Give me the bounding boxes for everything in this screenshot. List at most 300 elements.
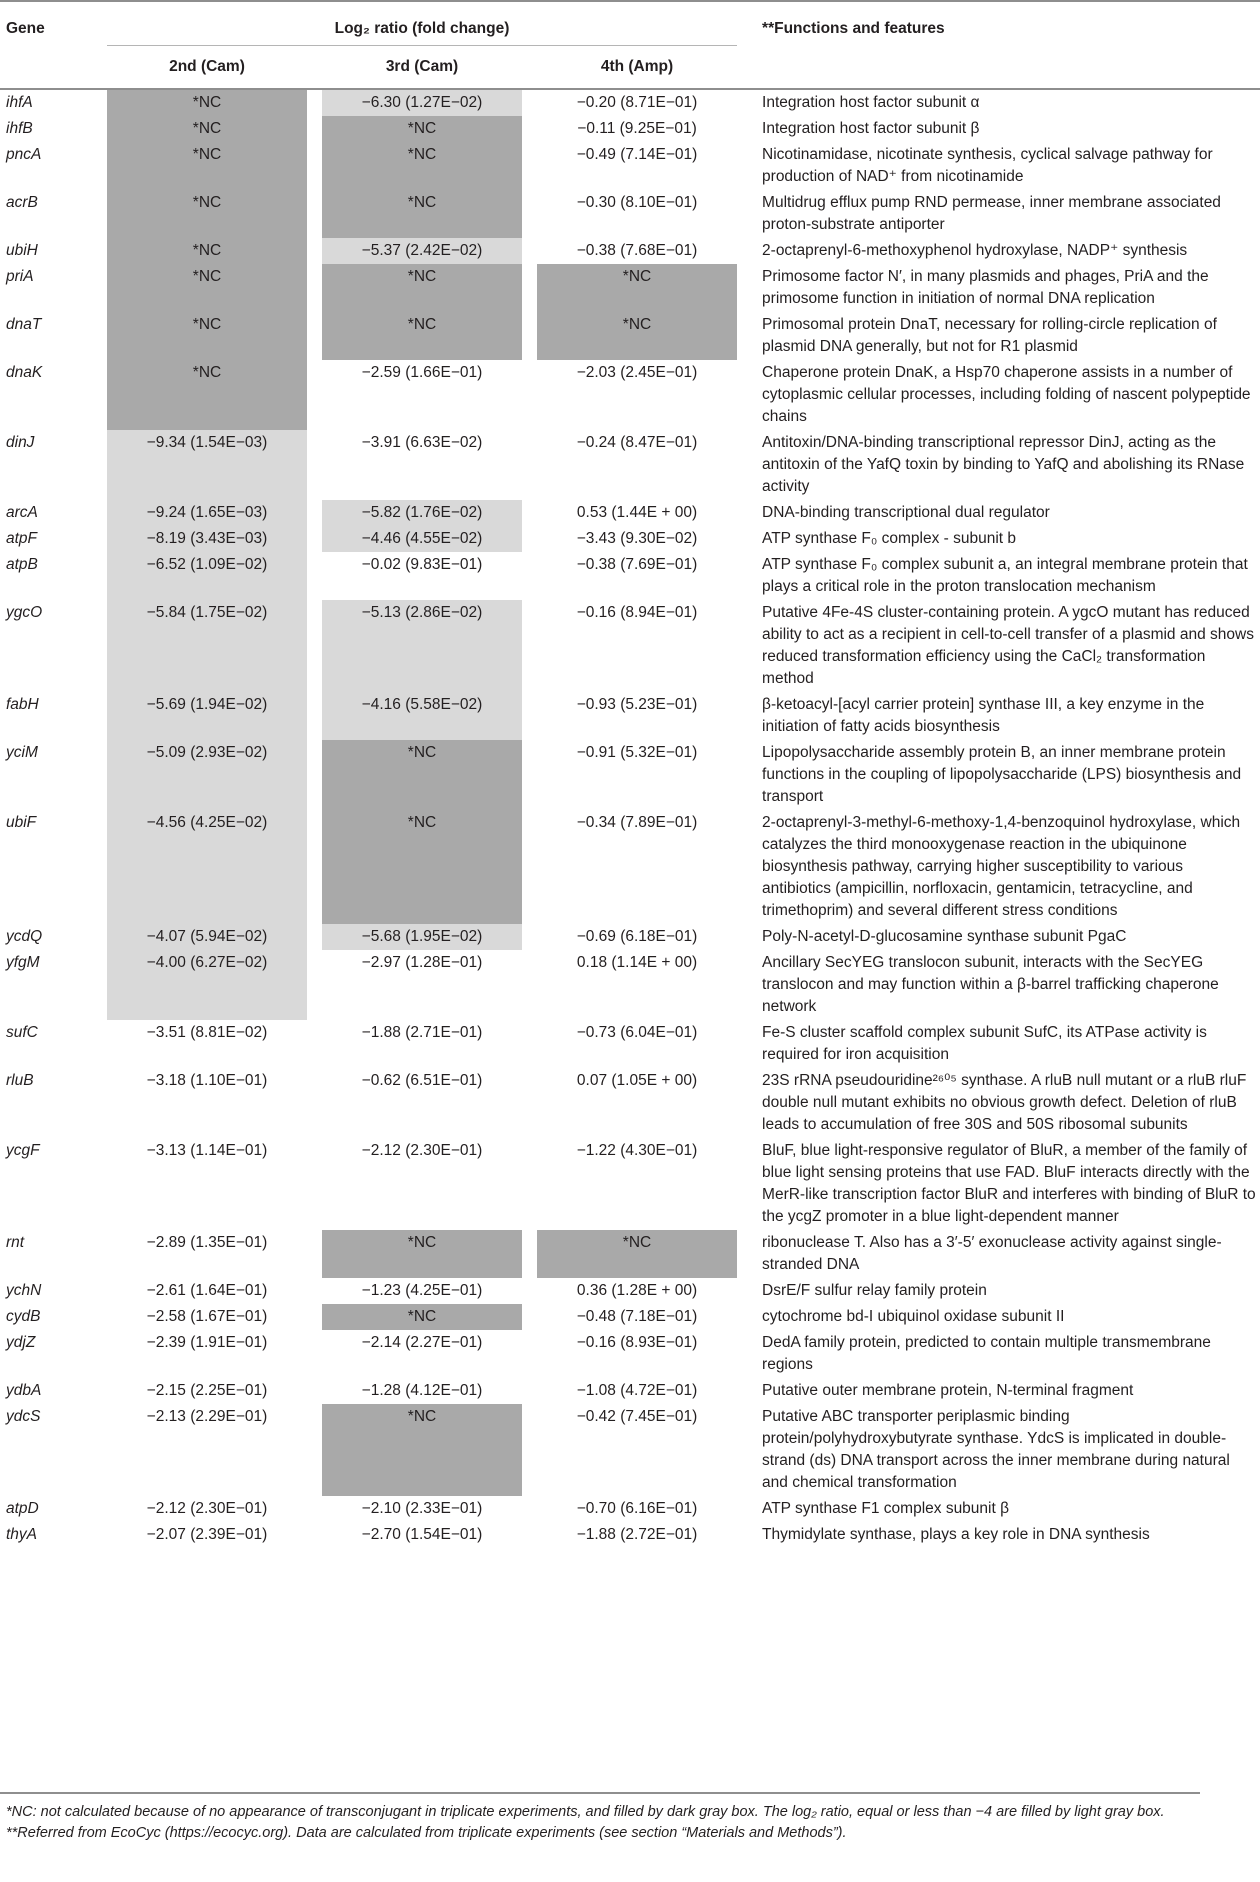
gap-cell bbox=[307, 1138, 322, 1230]
gene-cell: atpB bbox=[6, 556, 38, 573]
gene-cell: ycdQ bbox=[6, 928, 43, 945]
function-cell: BluF, blue light-responsive regulator of BluR, a member of the family of blue light sensing proteins that use FAD. BluF interacts directly with the MerR-like transcription factor BluR and interferes with binding of BluR to the ycgZ promoter in a blue light-dependent manner bbox=[762, 1142, 1256, 1225]
col-header-3rd: 3rd (Cam) bbox=[385, 58, 459, 75]
value-2nd-cell: *NC bbox=[107, 238, 307, 264]
value-3rd-cell: −1.23 (4.25E−01) bbox=[361, 1282, 483, 1299]
gap-cell bbox=[307, 740, 322, 810]
function-cell: Primosomal protein DnaT, necessary for rolling-circle replication of plasmid DNA generally, but not for R1 plasmid bbox=[762, 316, 1217, 355]
function-cell: Chaperone protein DnaK, a Hsp70 chaperone assists in a number of cytoplasmic cellular processes, including folding of nascent polypeptide chains bbox=[762, 364, 1251, 425]
value-3rd-cell: *NC bbox=[322, 142, 522, 190]
gap-cell bbox=[92, 1496, 107, 1522]
gap-cell bbox=[737, 360, 752, 430]
value-2nd-cell: −8.19 (3.43E−03) bbox=[107, 526, 307, 552]
value-3rd-cell: −2.14 (2.27E−01) bbox=[361, 1334, 483, 1351]
table-row bbox=[0, 142, 1260, 190]
gene-cell: pncA bbox=[6, 146, 42, 163]
gap-cell bbox=[737, 1378, 752, 1404]
gap-cell bbox=[737, 1020, 752, 1068]
table-row bbox=[0, 116, 1260, 142]
gene-cell: ydcS bbox=[6, 1408, 41, 1425]
value-2nd-cell: −9.24 (1.65E−03) bbox=[107, 500, 307, 526]
gap-cell bbox=[522, 1138, 537, 1230]
function-cell: Putative 4Fe-4S cluster-containing protein. A ygcO mutant has reduced ability to act as a recipient in cell-to-cell transfer of a plasmid and shows reduced transformation efficiency using the CaCl₂ transformation method bbox=[762, 604, 1254, 687]
gap-cell bbox=[92, 360, 107, 430]
table-row bbox=[0, 924, 1260, 950]
gap-cell bbox=[522, 360, 537, 430]
value-3rd-cell: −2.59 (1.66E−01) bbox=[361, 364, 483, 381]
gap-cell bbox=[92, 600, 107, 692]
function-cell: 2-octaprenyl-6-methoxyphenol hydroxylase, NADP⁺ synthesis bbox=[762, 242, 1188, 259]
gap-cell bbox=[522, 116, 537, 142]
value-2nd-cell: −9.34 (1.54E−03) bbox=[107, 430, 307, 500]
gene-cell: dnaK bbox=[6, 364, 43, 381]
gap-cell bbox=[737, 312, 752, 360]
gap-cell bbox=[737, 90, 752, 116]
gap-cell bbox=[522, 740, 537, 810]
gap-cell bbox=[737, 190, 752, 238]
gene-cell: ihfA bbox=[6, 94, 33, 111]
gap-cell bbox=[522, 500, 537, 526]
value-4th-cell: −0.70 (6.16E−01) bbox=[576, 1500, 698, 1517]
value-2nd-cell: −2.13 (2.29E−01) bbox=[146, 1408, 268, 1425]
function-cell: Putative outer membrane protein, N-terminal fragment bbox=[762, 1382, 1134, 1399]
table-row bbox=[0, 264, 1260, 312]
function-cell: DsrE/F sulfur relay family protein bbox=[762, 1282, 987, 1299]
gap-cell bbox=[307, 264, 322, 312]
value-2nd-cell: *NC bbox=[107, 264, 307, 312]
table-row bbox=[0, 500, 1260, 526]
table-row bbox=[0, 1404, 1260, 1496]
function-cell: Ancillary SecYEG translocon subunit, interacts with the SecYEG translocon and may function within a β-barrel trafficking chaperone network bbox=[762, 954, 1219, 1015]
value-3rd-cell: −4.16 (5.58E−02) bbox=[322, 692, 522, 740]
gap-cell bbox=[92, 1522, 107, 1548]
gap-cell bbox=[307, 430, 322, 500]
gene-cell: thyA bbox=[6, 1526, 38, 1543]
gene-cell: ubiH bbox=[6, 242, 38, 259]
log-ratio-header bbox=[107, 1, 737, 44]
gene-cell: atpD bbox=[6, 1500, 39, 1517]
value-3rd-cell: *NC bbox=[322, 1304, 522, 1330]
value-4th-cell: −0.20 (8.71E−01) bbox=[576, 94, 698, 111]
function-cell: DNA-binding transcriptional dual regulator bbox=[762, 504, 1050, 521]
value-2nd-cell: −3.13 (1.14E−01) bbox=[146, 1142, 268, 1159]
gap-cell bbox=[307, 526, 322, 552]
gap-cell bbox=[307, 1230, 322, 1278]
function-cell: Antitoxin/DNA-binding transcriptional repressor DinJ, acting as the antitoxin of the YafQ toxin by binding to YafQ and abolishing its RNase activity bbox=[762, 434, 1245, 495]
log-ratio-header-label: Log₂ ratio (fold change) bbox=[334, 20, 510, 37]
table-row bbox=[0, 526, 1260, 552]
gene-cell: dnaT bbox=[6, 316, 42, 333]
table-row bbox=[0, 430, 1260, 500]
value-3rd-cell: *NC bbox=[322, 1404, 522, 1496]
gap-cell bbox=[522, 190, 537, 238]
gap-cell bbox=[522, 600, 537, 692]
gap-cell bbox=[737, 142, 752, 190]
value-4th-cell: 0.18 (1.14E + 00) bbox=[576, 954, 698, 971]
value-3rd-cell: *NC bbox=[322, 740, 522, 810]
value-3rd-cell: *NC bbox=[322, 312, 522, 360]
table-row bbox=[0, 600, 1260, 692]
table-row bbox=[0, 950, 1260, 1020]
gap-cell bbox=[737, 552, 752, 600]
gap-cell bbox=[522, 1404, 537, 1496]
value-3rd-cell: −1.28 (4.12E−01) bbox=[361, 1382, 483, 1399]
value-2nd-cell: −5.84 (1.75E−02) bbox=[107, 600, 307, 692]
gap-cell bbox=[92, 552, 107, 600]
gap-cell bbox=[92, 1278, 107, 1304]
gap-cell bbox=[737, 1522, 752, 1548]
value-2nd-cell: −4.00 (6.27E−02) bbox=[107, 950, 307, 1020]
table-row bbox=[0, 1138, 1260, 1230]
value-4th-cell: −2.03 (2.45E−01) bbox=[576, 364, 698, 381]
value-2nd-cell: −5.09 (2.93E−02) bbox=[107, 740, 307, 810]
value-4th-cell: −0.16 (8.93E−01) bbox=[576, 1334, 698, 1351]
gap-cell bbox=[737, 526, 752, 552]
gene-cell: ihfB bbox=[6, 120, 33, 137]
gap-cell bbox=[737, 950, 752, 1020]
table-row bbox=[0, 1068, 1260, 1138]
gene-cell: priA bbox=[6, 268, 34, 285]
gap-cell bbox=[307, 1496, 322, 1522]
gap-cell bbox=[92, 500, 107, 526]
gap-cell bbox=[307, 1378, 322, 1404]
function-cell: Poly-N-acetyl-D-glucosamine synthase subunit PgaC bbox=[762, 928, 1127, 945]
table-row bbox=[0, 90, 1260, 116]
value-4th-cell: −0.30 (8.10E−01) bbox=[576, 194, 698, 211]
gene-column-header: Gene bbox=[0, 1, 92, 44]
value-4th-cell: −0.16 (8.94E−01) bbox=[576, 604, 698, 621]
function-cell: Primosome factor N′, in many plasmids and phages, PriA and the primosome function in initiation of normal DNA replication bbox=[762, 268, 1209, 307]
gene-cell: ychN bbox=[6, 1282, 42, 1299]
function-cell: Lipopolysaccharide assembly protein B, an inner membrane protein functions in the coupling of lipopolysaccharide (LPS) biosynthesis and transport bbox=[762, 744, 1242, 805]
gap-cell bbox=[92, 142, 107, 190]
value-2nd-cell: −2.58 (1.67E−01) bbox=[146, 1308, 268, 1325]
table-row bbox=[0, 1278, 1260, 1304]
gap-cell bbox=[307, 692, 322, 740]
gap-cell bbox=[522, 1330, 537, 1378]
functions-column-header: **Functions and features bbox=[752, 1, 1260, 44]
function-cell: ATP synthase F₀ complex - subunit b bbox=[762, 530, 1017, 547]
value-4th-cell: −1.22 (4.30E−01) bbox=[576, 1142, 698, 1159]
col-header-2nd: 2nd (Cam) bbox=[169, 58, 245, 75]
gap-cell bbox=[307, 142, 322, 190]
value-4th-cell: −0.73 (6.04E−01) bbox=[576, 1024, 698, 1041]
value-2nd-cell: *NC bbox=[107, 90, 307, 116]
gap-cell bbox=[737, 238, 752, 264]
gap-cell bbox=[92, 950, 107, 1020]
gene-cell: acrB bbox=[6, 194, 38, 211]
gap-cell bbox=[737, 1138, 752, 1230]
gap-cell bbox=[522, 430, 537, 500]
table-row bbox=[0, 1522, 1260, 1548]
value-3rd-cell: −0.62 (6.51E−01) bbox=[361, 1072, 483, 1089]
value-3rd-cell: *NC bbox=[322, 190, 522, 238]
gap-cell bbox=[307, 500, 322, 526]
gap-cell bbox=[737, 264, 752, 312]
gap-cell bbox=[737, 810, 752, 924]
table-row bbox=[0, 810, 1260, 924]
table-row bbox=[0, 1496, 1260, 1522]
function-cell: Fe-S cluster scaffold complex subunit SufC, its ATPase activity is required for iron acquisition bbox=[762, 1024, 1207, 1063]
value-4th-cell: −0.11 (9.25E−01) bbox=[577, 120, 697, 137]
value-4th-cell: −0.48 (7.18E−01) bbox=[576, 1308, 698, 1325]
gap-cell bbox=[522, 1304, 537, 1330]
gap-cell bbox=[307, 1522, 322, 1548]
function-cell: Integration host factor subunit β bbox=[762, 120, 980, 137]
value-3rd-cell: *NC bbox=[322, 116, 522, 142]
value-2nd-cell: −2.12 (2.30E−01) bbox=[146, 1500, 268, 1517]
value-4th-cell: −0.38 (7.68E−01) bbox=[576, 242, 698, 259]
value-3rd-cell: −3.91 (6.63E−02) bbox=[361, 434, 483, 451]
table-row bbox=[0, 360, 1260, 430]
gap-cell bbox=[307, 1404, 322, 1496]
gap-cell bbox=[92, 116, 107, 142]
table-body bbox=[0, 90, 1260, 1548]
col-header-4th: 4th (Amp) bbox=[600, 58, 674, 75]
gene-cell: ycgF bbox=[6, 1142, 40, 1159]
value-2nd-cell: −4.07 (5.94E−02) bbox=[107, 924, 307, 950]
gap-cell bbox=[92, 1068, 107, 1138]
value-4th-cell: 0.36 (1.28E + 00) bbox=[576, 1282, 698, 1299]
gap-cell bbox=[737, 1278, 752, 1304]
gap-cell bbox=[92, 312, 107, 360]
gap-cell bbox=[522, 526, 537, 552]
gap-cell bbox=[92, 1020, 107, 1068]
value-2nd-cell: −2.07 (2.39E−01) bbox=[146, 1526, 268, 1543]
value-4th-cell: −3.43 (9.30E−02) bbox=[576, 530, 698, 547]
value-3rd-cell: −2.97 (1.28E−01) bbox=[361, 954, 483, 971]
gap-cell bbox=[737, 1404, 752, 1496]
value-3rd-cell: −4.46 (4.55E−02) bbox=[322, 526, 522, 552]
table-row bbox=[0, 1020, 1260, 1068]
gap-cell bbox=[522, 142, 537, 190]
gap-cell bbox=[307, 810, 322, 924]
gap-cell bbox=[307, 238, 322, 264]
value-3rd-cell: *NC bbox=[322, 264, 522, 312]
gap-cell bbox=[307, 950, 322, 1020]
gap-cell bbox=[737, 924, 752, 950]
function-cell: Thymidylate synthase, plays a key role in DNA synthesis bbox=[762, 1526, 1150, 1543]
gap-cell bbox=[522, 1278, 537, 1304]
gap-cell bbox=[307, 90, 322, 116]
gap-cell bbox=[522, 810, 537, 924]
gap-cell bbox=[737, 500, 752, 526]
gene-cell: fabH bbox=[6, 696, 39, 713]
table-row bbox=[0, 1378, 1260, 1404]
value-3rd-cell: −2.10 (2.33E−01) bbox=[361, 1500, 483, 1517]
value-4th-cell: −0.91 (5.32E−01) bbox=[576, 744, 698, 761]
gap-cell bbox=[522, 1378, 537, 1404]
gap-cell bbox=[522, 264, 537, 312]
gap-cell bbox=[92, 90, 107, 116]
gap-cell bbox=[307, 1304, 322, 1330]
gap-cell bbox=[92, 264, 107, 312]
value-2nd-cell: −2.15 (2.25E−01) bbox=[146, 1382, 268, 1399]
gap-cell bbox=[92, 1138, 107, 1230]
table-row bbox=[0, 552, 1260, 600]
gene-cell: ygcO bbox=[6, 604, 43, 621]
gap-cell bbox=[307, 924, 322, 950]
value-2nd-cell: −3.51 (8.81E−02) bbox=[146, 1024, 268, 1041]
gap-cell bbox=[307, 600, 322, 692]
gap-cell bbox=[522, 90, 537, 116]
value-3rd-cell: −5.13 (2.86E−02) bbox=[322, 600, 522, 692]
function-cell: ATP synthase F₀ complex subunit a, an integral membrane protein that plays a critical role in the proton translocation mechanism bbox=[762, 556, 1248, 595]
gene-cell: yfgM bbox=[6, 954, 40, 971]
gap-cell bbox=[737, 116, 752, 142]
value-3rd-cell: −5.37 (2.42E−02) bbox=[322, 238, 522, 264]
gap-cell bbox=[92, 1404, 107, 1496]
gap-cell bbox=[737, 600, 752, 692]
gap-cell bbox=[307, 360, 322, 430]
header-row-1 bbox=[0, 1, 1260, 44]
gap-cell bbox=[307, 312, 322, 360]
function-cell: DedA family protein, predicted to contain multiple transmembrane regions bbox=[762, 1334, 1211, 1373]
table-row bbox=[0, 312, 1260, 360]
value-4th-cell: −0.49 (7.14E−01) bbox=[576, 146, 698, 163]
value-3rd-cell: −2.70 (1.54E−01) bbox=[361, 1526, 483, 1543]
function-cell: ATP synthase F1 complex subunit β bbox=[762, 1500, 1010, 1517]
value-3rd-cell: −0.02 (9.83E−01) bbox=[361, 556, 483, 573]
gap-cell bbox=[737, 430, 752, 500]
table-row bbox=[0, 1230, 1260, 1278]
value-4th-cell: −0.93 (5.23E−01) bbox=[576, 696, 698, 713]
value-3rd-cell: −5.82 (1.76E−02) bbox=[322, 500, 522, 526]
value-3rd-cell: *NC bbox=[322, 810, 522, 924]
gap-cell bbox=[307, 1330, 322, 1378]
gap-cell bbox=[92, 810, 107, 924]
value-4th-cell: −0.69 (6.18E−01) bbox=[576, 928, 698, 945]
function-cell: 23S rRNA pseudouridine²⁶⁰⁵ synthase. A rluB null mutant or a rluB rluF double null mutant exhibits no obvious growth defect. Deletion of rluB leads to accumulation of free 30S and 50S ribosomal subunits bbox=[762, 1072, 1247, 1133]
gap-cell bbox=[522, 238, 537, 264]
gap-cell bbox=[737, 1230, 752, 1278]
function-cell: Nicotinamidase, nicotinate synthesis, cyclical salvage pathway for production of NAD⁺ from nicotinamide bbox=[762, 146, 1213, 185]
table-row bbox=[0, 1304, 1260, 1330]
value-4th-cell: *NC bbox=[537, 1230, 737, 1278]
gap-cell bbox=[92, 190, 107, 238]
table-footnote: *NC: not calculated because of no appearance of transconjugant in triplicate experiments, and filled by dark gray box. The log₂ ratio, equal or less than −4 are filled by light gray box. **Referred from EcoCyc (https://ecocyc.org). Data are calculated from triplicate experiments (see section “Materials and Methods”). bbox=[0, 1792, 1200, 1844]
gap-cell bbox=[522, 692, 537, 740]
value-4th-cell: −1.88 (2.72E−01) bbox=[576, 1526, 698, 1543]
value-4th-cell: −0.24 (8.47E−01) bbox=[576, 434, 698, 451]
header-row-2 bbox=[0, 46, 1260, 89]
value-3rd-cell: *NC bbox=[322, 1230, 522, 1278]
value-2nd-cell: −5.69 (1.94E−02) bbox=[107, 692, 307, 740]
table-row bbox=[0, 692, 1260, 740]
value-2nd-cell: −6.52 (1.09E−02) bbox=[107, 552, 307, 600]
function-cell: Multidrug efflux pump RND permease, inner membrane associated proton-substrate antiporter bbox=[762, 194, 1221, 233]
gap-cell bbox=[92, 1330, 107, 1378]
value-2nd-cell: *NC bbox=[107, 312, 307, 360]
table-row bbox=[0, 190, 1260, 238]
value-4th-cell: −1.08 (4.72E−01) bbox=[576, 1382, 698, 1399]
gap-cell bbox=[307, 1068, 322, 1138]
gap-cell bbox=[92, 430, 107, 500]
value-2nd-cell: −2.61 (1.64E−01) bbox=[146, 1282, 268, 1299]
gap-cell bbox=[522, 1230, 537, 1278]
gap-cell bbox=[737, 1068, 752, 1138]
gap-cell bbox=[737, 1304, 752, 1330]
function-cell: Putative ABC transporter periplasmic binding protein/polyhydroxybutyrate synthase. YdcS is implicated in double-strand (ds) DNA transport across the inner membrane during natural and chemical transformation bbox=[762, 1408, 1230, 1491]
gap-cell bbox=[737, 740, 752, 810]
function-cell: ribonuclease T. Also has a 3′-5′ exonuclease activity against single-stranded DNA bbox=[762, 1234, 1222, 1273]
function-cell: Integration host factor subunit α bbox=[762, 94, 980, 111]
gap-cell bbox=[92, 1378, 107, 1404]
gap-cell bbox=[522, 1496, 537, 1522]
table-row bbox=[0, 238, 1260, 264]
gap-cell bbox=[522, 1020, 537, 1068]
gap-cell bbox=[92, 526, 107, 552]
gene-cell: cydB bbox=[6, 1308, 41, 1325]
gap-cell bbox=[522, 924, 537, 950]
value-2nd-cell: −4.56 (4.25E−02) bbox=[107, 810, 307, 924]
gene-cell: rnt bbox=[6, 1234, 25, 1251]
gap-cell bbox=[92, 1304, 107, 1330]
function-cell: cytochrome bd-I ubiquinol oxidase subunit II bbox=[762, 1308, 1065, 1325]
value-2nd-cell: *NC bbox=[107, 190, 307, 238]
gap-cell bbox=[737, 692, 752, 740]
value-2nd-cell: −3.18 (1.10E−01) bbox=[146, 1072, 268, 1089]
value-3rd-cell: −5.68 (1.95E−02) bbox=[322, 924, 522, 950]
gene-cell: dinJ bbox=[6, 434, 35, 451]
value-2nd-cell: *NC bbox=[107, 142, 307, 190]
value-3rd-cell: −2.12 (2.30E−01) bbox=[361, 1142, 483, 1159]
gap-cell bbox=[737, 1496, 752, 1522]
gene-cell: sufC bbox=[6, 1024, 38, 1041]
table-row bbox=[0, 740, 1260, 810]
value-2nd-cell: −2.89 (1.35E−01) bbox=[146, 1234, 268, 1251]
value-4th-cell: *NC bbox=[537, 264, 737, 312]
value-2nd-cell: −2.39 (1.91E−01) bbox=[146, 1334, 268, 1351]
gap-cell bbox=[307, 1020, 322, 1068]
value-2nd-cell: *NC bbox=[107, 116, 307, 142]
value-4th-cell: 0.53 (1.44E + 00) bbox=[576, 504, 698, 521]
function-cell: β-ketoacyl-[acyl carrier protein] synthase III, a key enzyme in the initiation of fatty acids biosynthesis bbox=[762, 696, 1205, 735]
table-row bbox=[0, 1330, 1260, 1378]
value-4th-cell: −0.34 (7.89E−01) bbox=[576, 814, 698, 831]
value-4th-cell: *NC bbox=[537, 312, 737, 360]
value-4th-cell: −0.42 (7.45E−01) bbox=[576, 1408, 698, 1425]
gap-cell bbox=[307, 116, 322, 142]
gap-cell bbox=[92, 238, 107, 264]
value-3rd-cell: −6.30 (1.27E−02) bbox=[322, 90, 522, 116]
gap-cell bbox=[522, 312, 537, 360]
value-4th-cell: 0.07 (1.05E + 00) bbox=[576, 1072, 698, 1089]
gap-cell bbox=[92, 740, 107, 810]
gap-cell bbox=[307, 552, 322, 600]
gap-cell bbox=[307, 1278, 322, 1304]
gap-cell bbox=[92, 1230, 107, 1278]
gene-cell: yciM bbox=[6, 744, 38, 761]
value-4th-cell: −0.38 (7.69E−01) bbox=[576, 556, 698, 573]
gap-cell bbox=[737, 1330, 752, 1378]
gap-cell bbox=[307, 190, 322, 238]
value-2nd-cell: *NC bbox=[107, 360, 307, 430]
gene-cell: rluB bbox=[6, 1072, 34, 1089]
gap-cell bbox=[92, 924, 107, 950]
gap-cell bbox=[522, 1068, 537, 1138]
gene-cell: arcA bbox=[6, 504, 38, 521]
gene-cell: ubiF bbox=[6, 814, 37, 831]
value-3rd-cell: −1.88 (2.71E−01) bbox=[361, 1024, 483, 1041]
gap-cell bbox=[522, 552, 537, 600]
gap-cell bbox=[522, 1522, 537, 1548]
function-cell: 2-octaprenyl-3-methyl-6-methoxy-1,4-benzoquinol hydroxylase, which catalyzes the third monooxygenase reaction in the ubiquinone biosynthesis pathway, carrying higher susceptibility to various antibiotics (ampicillin, norfloxacin, gentamicin, tetracycline, and trimethoprim) and several different stress conditions bbox=[762, 814, 1241, 919]
gene-cell: ydjZ bbox=[6, 1334, 36, 1351]
gene-cell: ydbA bbox=[6, 1382, 42, 1399]
gap-cell bbox=[92, 692, 107, 740]
gene-cell: atpF bbox=[6, 530, 38, 547]
